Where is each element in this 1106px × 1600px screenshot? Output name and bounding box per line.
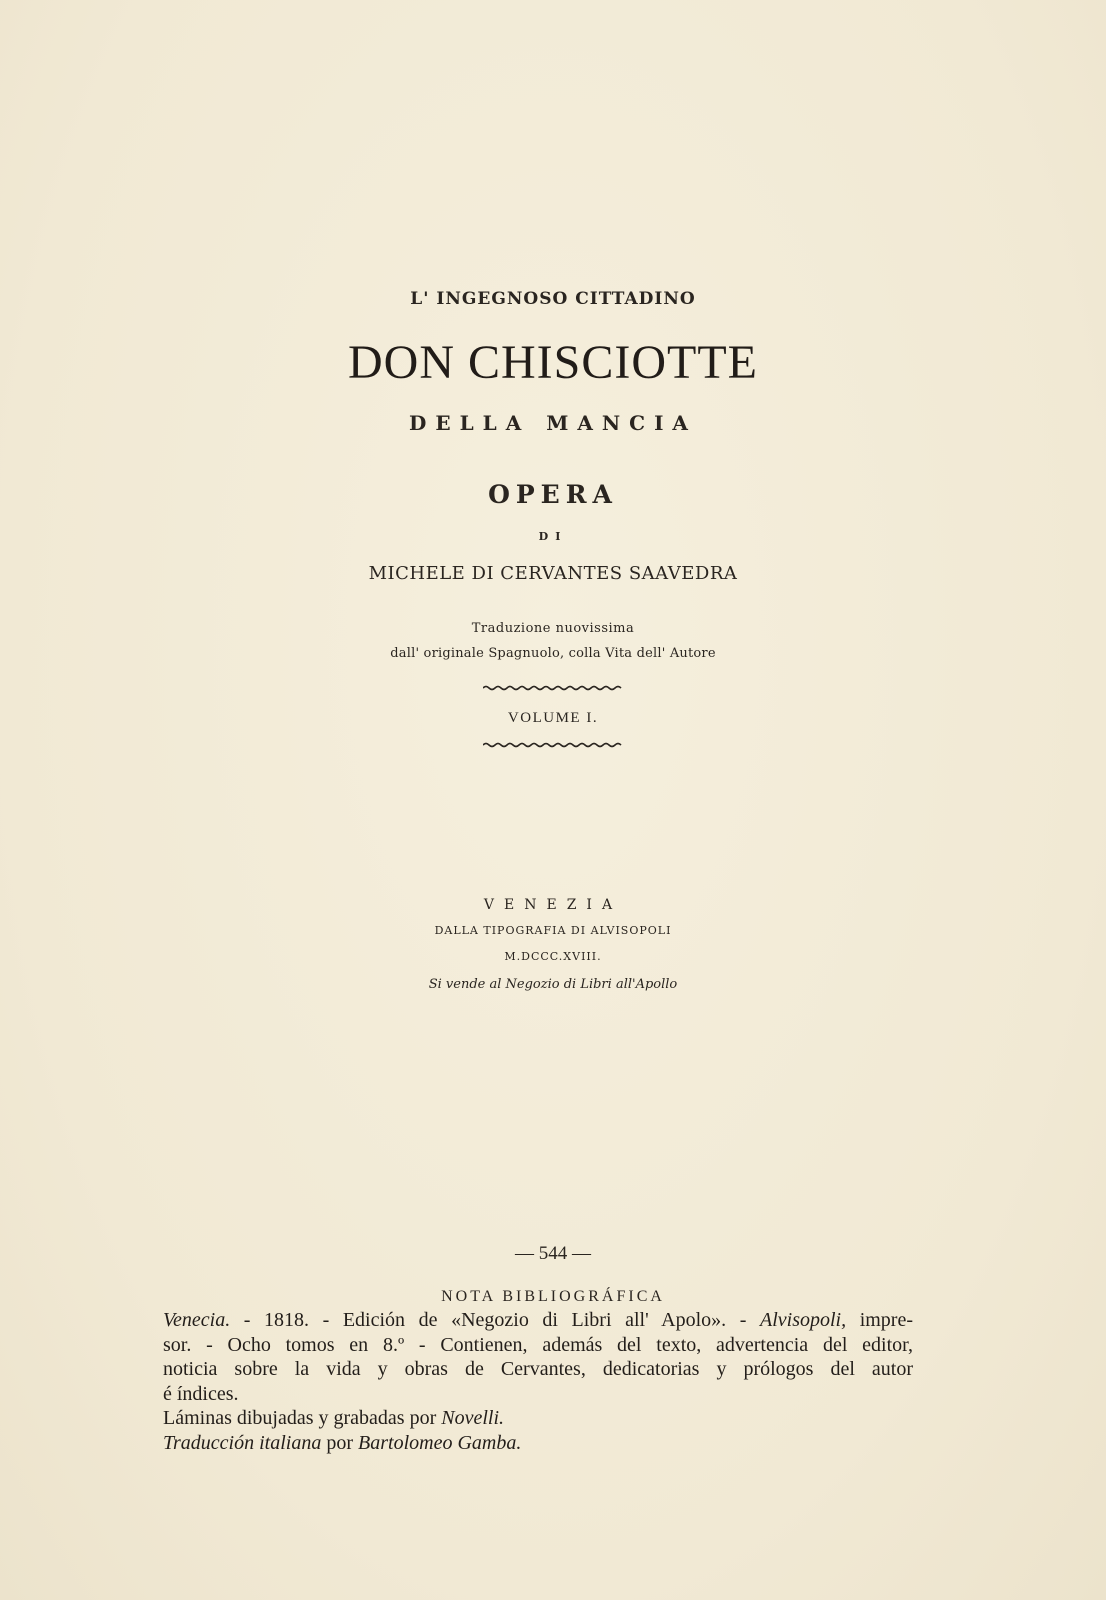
note-line-3: noticia sobre la vida y obras de Cervantes, dedicatorias y prólogos del autor bbox=[163, 1358, 913, 1380]
book-subtitle: DELLA MANCIA bbox=[409, 411, 697, 435]
author-name: MICHELE DI CERVANTES SAAVEDRA bbox=[368, 563, 738, 584]
di-label: DI bbox=[538, 530, 568, 543]
note-line-2: sor. - Ocho tomos en 8.º - Contienen, además del texto, advertencia del editor, bbox=[163, 1333, 913, 1356]
note-plates: Láminas dibujadas y grabadas por bbox=[163, 1407, 442, 1429]
note-by: por bbox=[321, 1431, 359, 1454]
ornamental-rule-bottom bbox=[0, 740, 1106, 750]
note-printer: Alvisopoli, bbox=[760, 1309, 847, 1331]
translation-note-1: Traduzione nuovissima bbox=[471, 621, 635, 636]
note-line-5 bbox=[163, 1406, 913, 1431]
ornamental-rule-top bbox=[0, 683, 1106, 693]
opera-label: OPERA bbox=[488, 480, 618, 509]
volume-label: VOLUME I. bbox=[507, 710, 599, 726]
note-line-4: é índices. bbox=[163, 1382, 239, 1405]
imprint-seller: Si vende al Negozio di Libri all'Apollo bbox=[428, 977, 678, 992]
translation-note-2: dall' originale Spagnuolo, colla Vita dell' Autore bbox=[390, 646, 716, 661]
imprint-printer: DALLA TIPOGRAFIA DI ALVISOPOLI bbox=[434, 924, 672, 937]
book-title: DON CHISCIOTTE bbox=[348, 336, 758, 389]
title-kicker: L' INGEGNOSO CITTADINO bbox=[410, 289, 696, 309]
note-city: Venecia. bbox=[163, 1309, 231, 1331]
bibliographic-note-heading: NOTA BIBLIOGRÁFICA bbox=[441, 1288, 665, 1305]
note-line-1-end: impre- bbox=[846, 1309, 913, 1331]
note-line-6 bbox=[163, 1431, 913, 1456]
note-line-1 bbox=[163, 1308, 913, 1333]
note-artist: Novelli. bbox=[441, 1407, 505, 1429]
note-edition: - 1818. - Edición de «Negozio di Libri all' Apolo». - bbox=[230, 1309, 760, 1331]
imprint-year: M.DCCC.XVIII. bbox=[504, 950, 602, 963]
bibliographic-note bbox=[163, 1308, 913, 1455]
imprint-city: VENEZIA bbox=[483, 897, 623, 913]
note-translation-label: Traducción italiana bbox=[163, 1431, 322, 1454]
page-number: — 544 — bbox=[515, 1243, 591, 1264]
note-translator: Bartolomeo Gamba. bbox=[358, 1431, 522, 1454]
